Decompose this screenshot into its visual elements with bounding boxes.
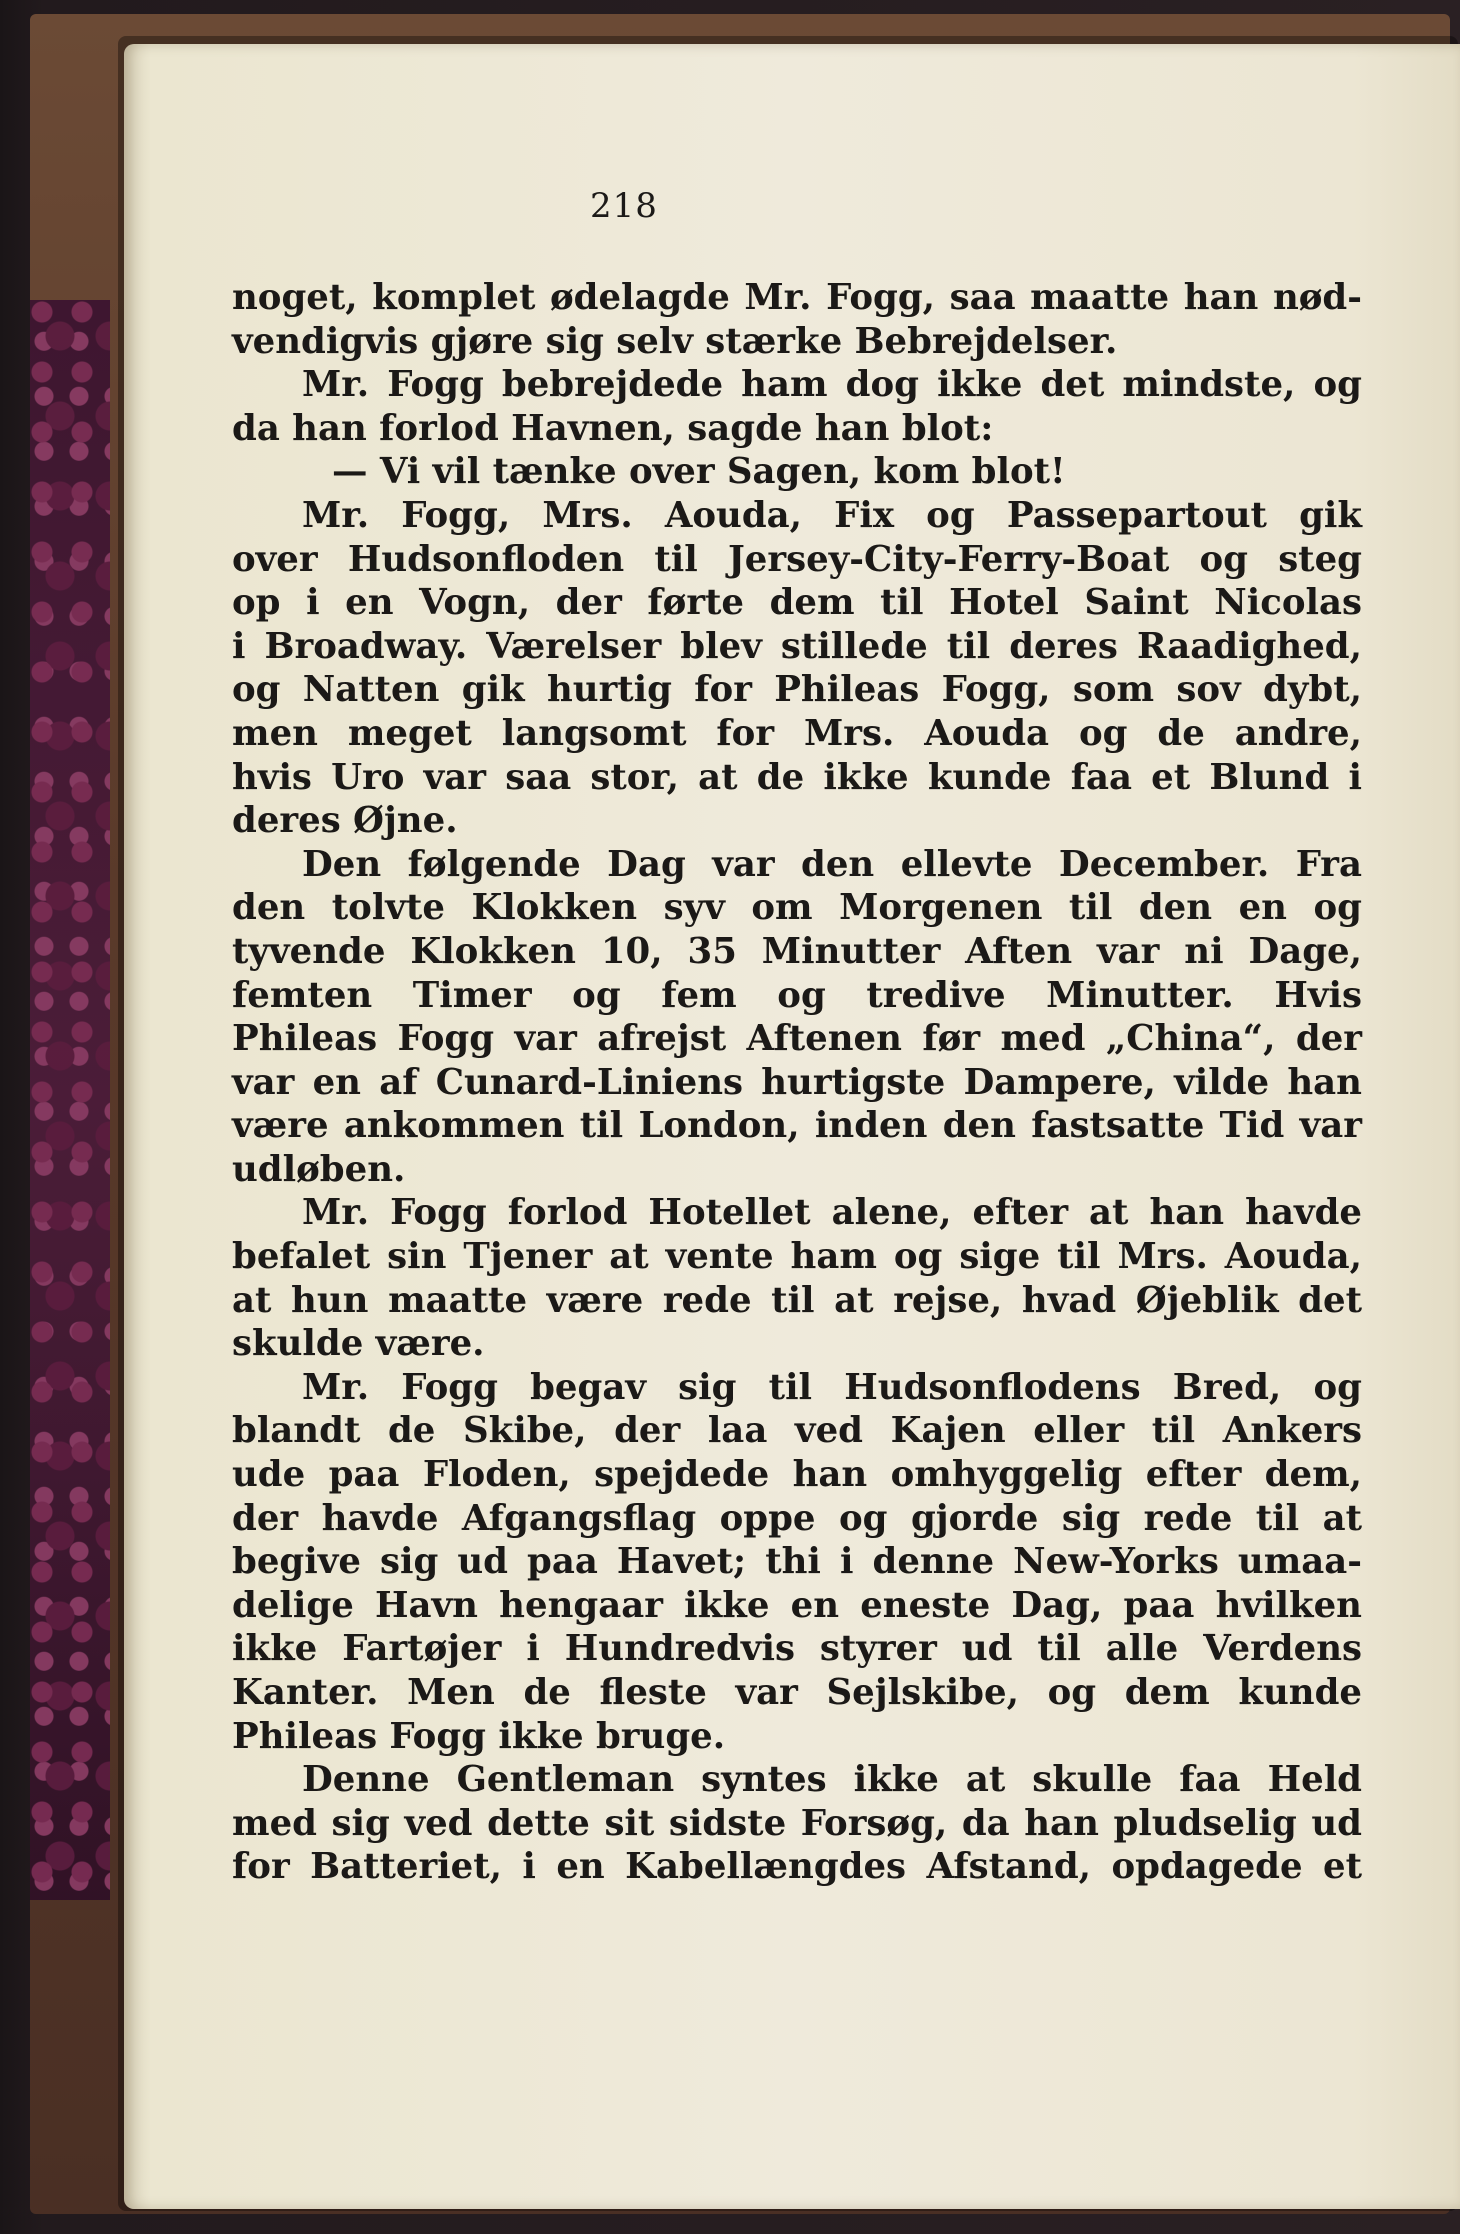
text-line: femten Timer og fem og tredive Minutter. Hvis xyxy=(232,974,1362,1016)
text-line: skulde være. xyxy=(232,1323,485,1365)
text-line: Phileas Fogg ikke bruge. xyxy=(232,1715,726,1757)
text-line: over Hudsonfloden til Jersey-City-Ferry-Boat og steg xyxy=(232,538,1362,580)
text-line: op i en Vogn, der førte dem til Hotel Saint Nicolas xyxy=(232,582,1362,624)
text-line: Kanter. Men de fleste var Sejlskibe, og dem kunde xyxy=(232,1672,1362,1713)
text-line: og Natten gik hurtig for Phileas Fogg, som sov dybt, xyxy=(232,669,1362,711)
text-line: begive sig ud paa Havet; thi i denne New-Yorks umaa- xyxy=(232,1541,1362,1583)
page-text xyxy=(232,276,1362,1889)
text-line: Denne Gentleman syntes ikke at skulle faa Held xyxy=(302,1759,1362,1801)
text-line: være ankommen til London, inden den fastsatte Tid var xyxy=(232,1105,1362,1147)
text-line: — Vi vil tænke over Sagen, kom blot! xyxy=(332,451,1066,493)
text-line: befalet sin Tjener at vente ham og sige til Mrs. Aouda, xyxy=(232,1236,1362,1278)
text-line: der havde Afgangsflag oppe og gjorde sig rede til at xyxy=(232,1497,1362,1539)
text-line: ude paa Floden, spejdede han omhyggelig efter dem, xyxy=(232,1454,1362,1496)
text-line: Mr. Fogg bebrejdede ham dog ikke det mindste, og xyxy=(302,364,1362,406)
text-line: i Broadway. Værelser blev stillede til deres Raadighed, xyxy=(232,625,1362,667)
text-line: tyvende Klokken 10, 35 Minutter Aften var ni Dage, xyxy=(232,930,1362,972)
marbled-endpaper xyxy=(30,300,110,1900)
text-line: at hun maatte være rede til at rejse, hvad Øjeblik det xyxy=(232,1279,1362,1321)
text-line: vendigvis gjøre sig selv stærke Bebrejdelser. xyxy=(232,320,1118,362)
text-line: blandt de Skibe, der laa ved Kajen eller til Ankers xyxy=(232,1410,1362,1452)
text-line: da han forlod Havnen, sagde han blot: xyxy=(232,407,994,449)
text-line: men meget langsomt for Mrs. Aouda og de andre, xyxy=(232,712,1362,754)
text-line: var en af Cunard-Liniens hurtigste Dampere, vilde han xyxy=(232,1061,1362,1103)
text-line: noget, komplet ødelagde Mr. Fogg, saa maatte han nød- xyxy=(232,277,1362,318)
text-line: Mr. Fogg begav sig til Hudsonflodens Bred, og xyxy=(302,1366,1362,1408)
text-line: Mr. Fogg forlod Hotellet alene, efter at han havde xyxy=(302,1192,1362,1234)
text-line: med sig ved dette sit sidste Forsøg, da han pludselig ud xyxy=(232,1802,1362,1844)
text-line: deres Øjne. xyxy=(232,800,458,842)
text-line: ikke Fartøjer i Hundredvis styrer ud til alle Verdens xyxy=(232,1628,1362,1670)
text-line: hvis Uro var saa stor, at de ikke kunde faa et Blund i xyxy=(232,756,1362,798)
page-number: 218 xyxy=(590,186,658,226)
text-line: for Batteriet, i en Kabellængdes Afstand, opdagede et xyxy=(232,1846,1362,1888)
text-line: Den følgende Dag var den ellevte December. Fra xyxy=(302,843,1362,885)
text-line: delige Havn hengaar ikke en eneste Dag, paa hvilken xyxy=(232,1584,1362,1626)
text-line: udløben. xyxy=(232,1148,406,1190)
text-line: Phileas Fogg var afrejst Aftenen før med „China“, der xyxy=(232,1018,1362,1060)
text-line: den tolvte Klokken syv om Morgenen til den en og xyxy=(232,887,1362,929)
text-line: Mr. Fogg, Mrs. Aouda, Fix og Passepartout gik xyxy=(302,494,1362,536)
